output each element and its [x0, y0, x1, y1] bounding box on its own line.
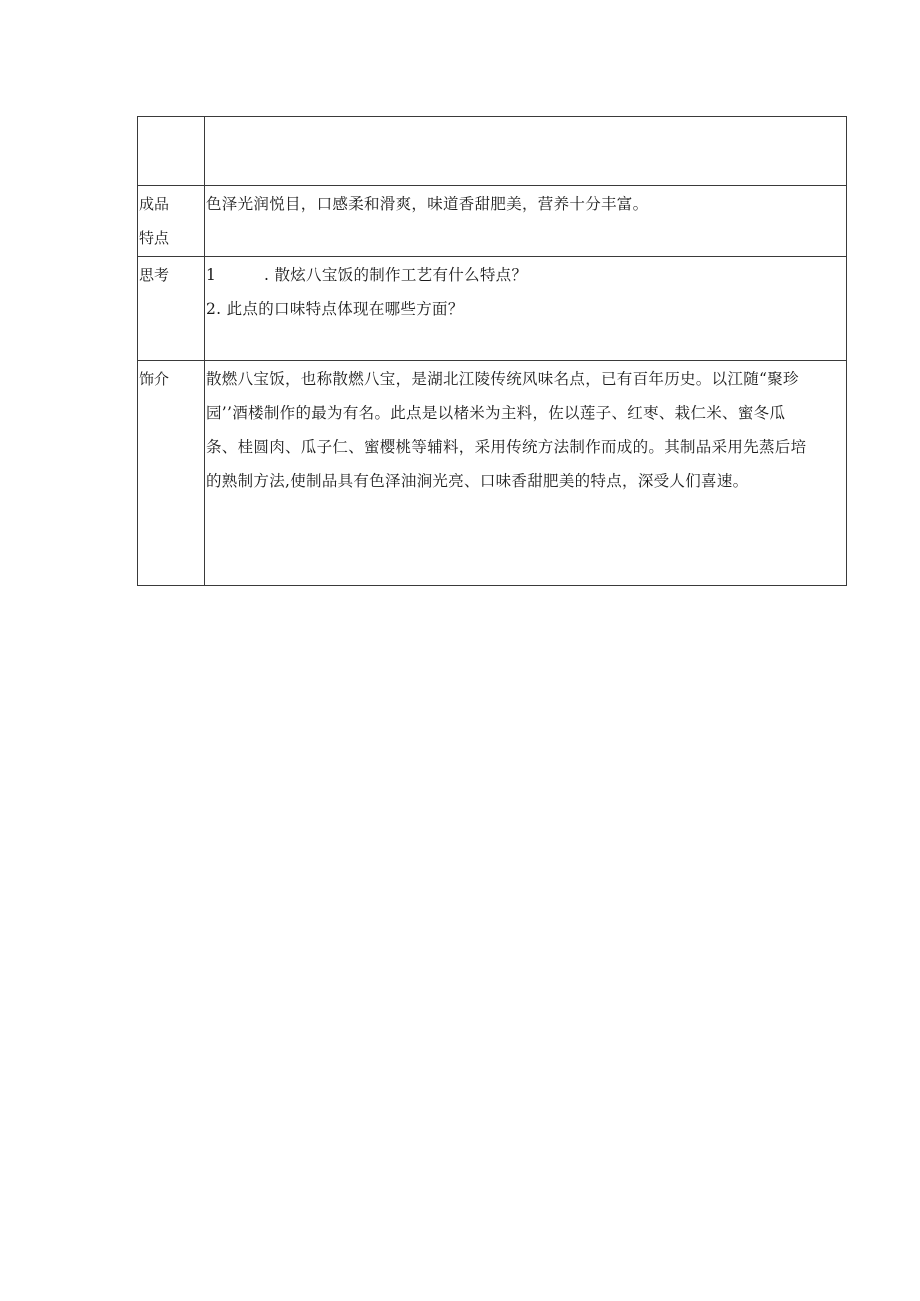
introduction-text: [205, 361, 847, 586]
question-text: . 此点的口味特点体现在哪些方面？: [216, 300, 464, 318]
intro-line: 的熟制方法,使制品具有色泽油涧光亮、口味香甜肥美的特点，深受人们喜速。: [206, 472, 749, 490]
recipe-table: [137, 116, 847, 586]
row-label-cell: [138, 186, 205, 257]
features-paragraph: 色泽光润悦目，口感柔和滑爽，味道香甜肥美，营养十分丰富。: [206, 195, 649, 213]
row-label-cell: [138, 361, 205, 586]
row-label-line: 成品: [139, 195, 170, 213]
thinking-questions: [205, 257, 847, 361]
table-row: [138, 257, 847, 361]
question-item: [206, 258, 846, 292]
intro-line: 园’’酒楼制作的最为有名。此点是以楮米为主料，佐以莲子、红枣、栽仁米、蜜冬瓜: [206, 404, 786, 422]
row-label-line: 饰介: [139, 370, 170, 388]
question-number: 2: [206, 300, 217, 318]
row-label-cell: [138, 257, 205, 361]
row-label-line: 特点: [139, 229, 170, 247]
row-label-cell: [138, 117, 205, 186]
table-row: [138, 117, 847, 186]
table-row: [138, 361, 847, 586]
table-row: [138, 186, 847, 257]
row-label-line: 思考: [139, 266, 170, 284]
question-number: 1: [206, 266, 217, 284]
intro-line: 散燃八宝饭，也称散燃八宝，是湖北江陵传统风味名点，已有百年历史。以江随“聚珍: [206, 370, 799, 388]
question-item: [206, 292, 846, 326]
product-features-text: [205, 186, 847, 257]
intro-line: 条、桂圆肉、瓜子仁、蜜樱桃等辅料，采用传统方法制作而成的。其制品采用先蒸后培: [206, 438, 807, 456]
question-text: . 散炫八宝饭的制作工艺有什么特点？: [264, 266, 528, 284]
row-content-cell: [205, 117, 847, 186]
